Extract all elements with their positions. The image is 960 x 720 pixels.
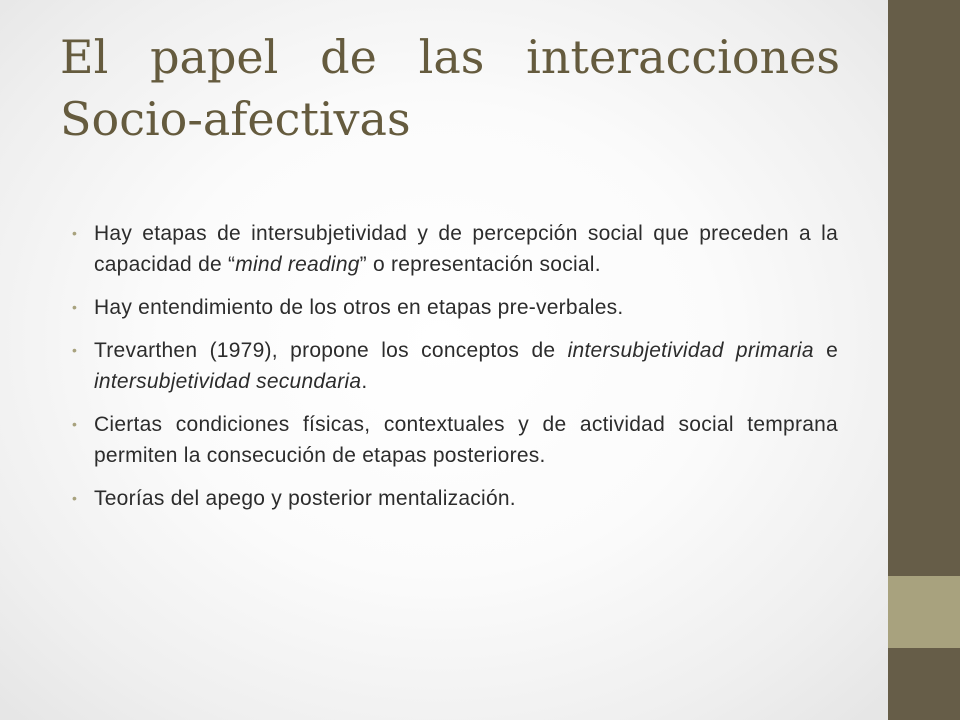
- bullet-dot-icon: •: [72, 225, 78, 241]
- bullet-dot-icon: •: [72, 299, 78, 315]
- bullet-dot-icon: •: [72, 342, 78, 358]
- bullet-text: .: [361, 370, 368, 393]
- bullet-list: [72, 218, 838, 526]
- bullet-text-italic: intersubjetividad primaria: [567, 339, 814, 362]
- bullet-item: [72, 218, 838, 280]
- bullet-item: [72, 409, 838, 471]
- bullet-text: e: [813, 339, 838, 362]
- bullet-text: Hay entendimiento de los otros en etapas pre-verbales.: [94, 296, 624, 319]
- bullet-text: Ciertas condiciones físicas, contextuales y de actividad social temprana permiten la consecución de etapas posteriores.: [94, 413, 838, 467]
- bullet-item: [72, 335, 838, 397]
- bullet-dot-icon: •: [72, 490, 78, 506]
- bullet-text: Hay etapas de intersubjetividad y de percepción social que preceden a la capacidad de “: [94, 222, 838, 276]
- bullet-text: Trevarthen (1979), propone los conceptos de: [94, 339, 568, 362]
- bullet-text: ” o representación social.: [359, 253, 601, 276]
- bullet-item: [72, 292, 838, 323]
- bullet-text-italic: intersubjetividad secundaria: [94, 370, 362, 393]
- bullet-dot-icon: •: [72, 416, 78, 432]
- decorative-sidebar: [888, 0, 960, 720]
- slide-title: El papel de las interacciones Socio-afectivas: [60, 30, 840, 146]
- bullet-text: Teorías del apego y posterior mentalización.: [94, 487, 516, 510]
- decorative-sidebar-accent: [888, 576, 960, 648]
- bullet-item: [72, 483, 838, 514]
- bullet-text-italic: mind reading: [235, 253, 360, 276]
